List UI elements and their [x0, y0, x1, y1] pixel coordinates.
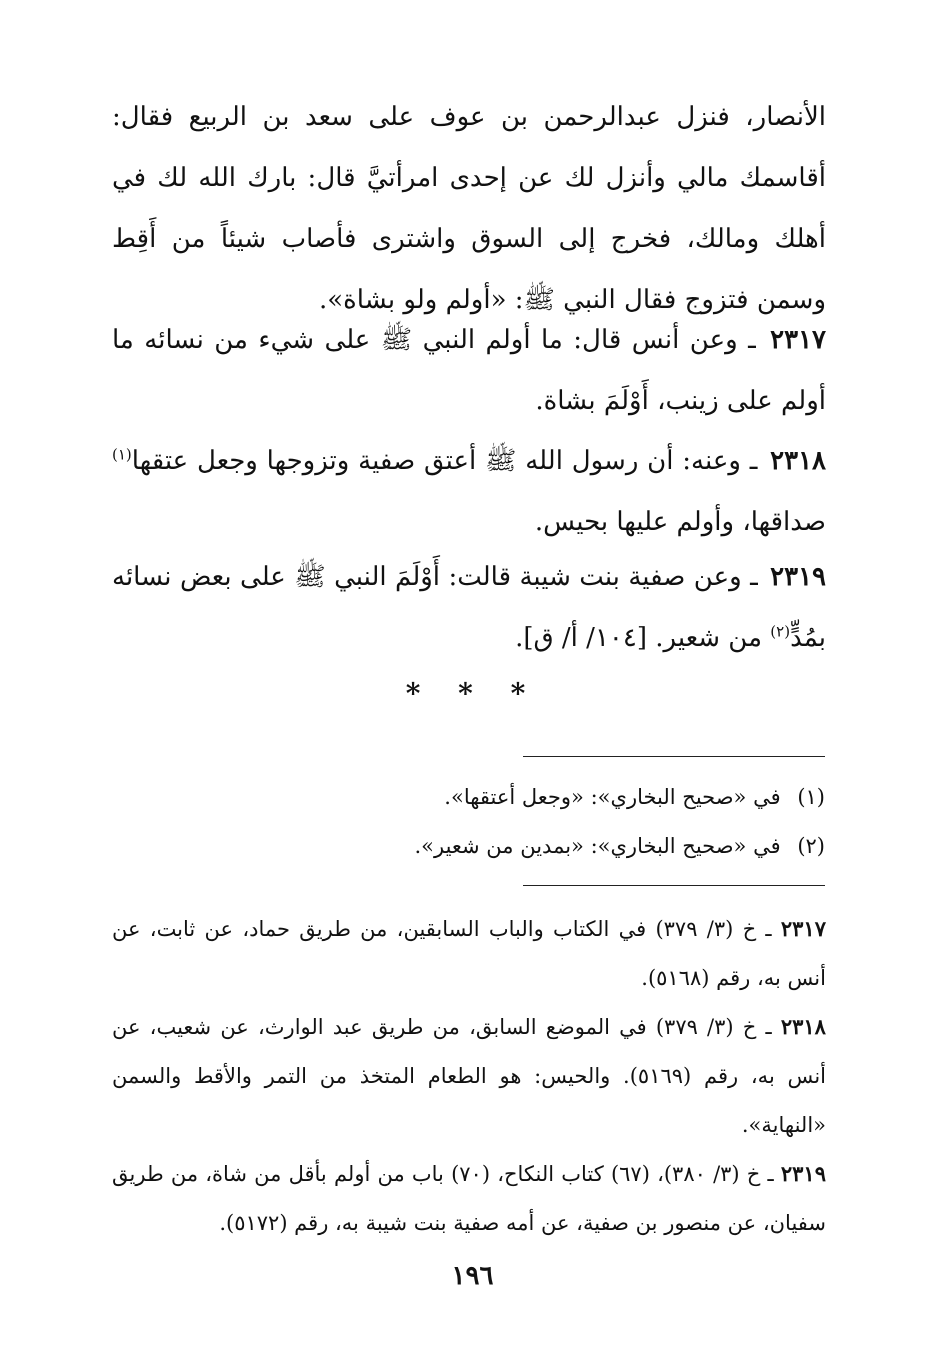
hadith-text-continued: من شعير. [١٠٤/ أ/ ق].	[515, 623, 763, 653]
hadith-text: ـ وعن أنس قال: ما أولم النبي ﷺ على شيء من نسائه ما أولم على زينب، أَوْلَمَ بشاة.	[112, 325, 826, 416]
hadith-2318	[112, 431, 826, 553]
takhrij-text: ـ خ (٣/ ٣٨٠)، (٦٧) كتاب النكاح، (٧٠) باب من أولم بأقل من شاة، من طريق سفيان، عن منصور بن صفية، عن أمه صفية بنت شيبة به، رقم (٥١٧٢).	[112, 1162, 826, 1235]
footnote-mark: (٢)	[797, 834, 825, 858]
paragraph-text: الأنصار، فنزل عبدالرحمن بن عوف على سعد بن الربيع فقال: أقاسمك مالي وأنزل لك عن إحدى امرأتيَّ قال: بارك الله لك في أهلك ومالك، فخرج إلى السوق واشترى فأصاب شيئاً من أَقِط وسمن فتزوج فقال النبي ﷺ: «أولم ولو بشاة».	[112, 102, 826, 315]
section-separator: * * *	[405, 677, 540, 710]
hadith-text-continued: صداقها، وأولم عليها بحيس.	[534, 507, 826, 537]
footnote-divider	[523, 756, 825, 757]
takhrij-number: ٢٣١٧	[780, 916, 826, 941]
footnote-2	[150, 831, 825, 861]
takhrij-number: ٢٣١٩	[780, 1161, 826, 1186]
hadith-2317	[112, 310, 826, 432]
hadith-text: ـ وعنه: أن رسول الله ﷺ أعتق صفية وتزوجها وجعل عتقها	[131, 446, 758, 476]
takhrij-text: ـ خ (٣/ ٣٧٩) في الكتاب والباب السابقين، من طريق حماد، عن ثابت، عن أنس به، رقم (٥١٦٨).	[112, 917, 826, 990]
takhrij-divider	[523, 885, 825, 886]
page-number: ١٩٦	[451, 1261, 494, 1291]
footnote-text: في «صحيح البخاري»: «وجعل أعتقها».	[444, 785, 781, 809]
paragraph-continuation	[112, 87, 826, 331]
footnote-1	[150, 782, 825, 812]
footnote-reference: (٢)	[770, 622, 791, 641]
hadith-number: ٢٣١٩	[770, 562, 826, 592]
takhrij-number: ٢٣١٨	[780, 1014, 826, 1039]
hadith-number: ٢٣١٨	[770, 446, 826, 476]
hadith-2319	[112, 547, 826, 669]
takhrij-2319	[112, 1149, 826, 1248]
hadith-number: ٢٣١٧	[770, 325, 827, 355]
footnote-reference: (١)	[112, 445, 132, 464]
hadith-text: ـ وعن صفية بنت شيبة قالت: أَوْلَمَ النبي ﷺ على بعض نسائه بمُدٍّ	[112, 562, 826, 653]
takhrij-2318	[112, 1002, 826, 1150]
takhrij-text: ـ خ (٣/ ٣٧٩) في الموضع السابق، من طريق عبد الوارث، عن شعيب، عن أنس به، رقم (٥١٦٩). والحيس: هو الطعام المتخذ من التمر والأقط والسمن «النهاية».	[112, 1015, 826, 1137]
footnote-text: في «صحيح البخاري»: «بمدين من شعير».	[414, 834, 781, 858]
takhrij-2317	[112, 904, 826, 1003]
footnote-mark: (١)	[797, 785, 825, 809]
